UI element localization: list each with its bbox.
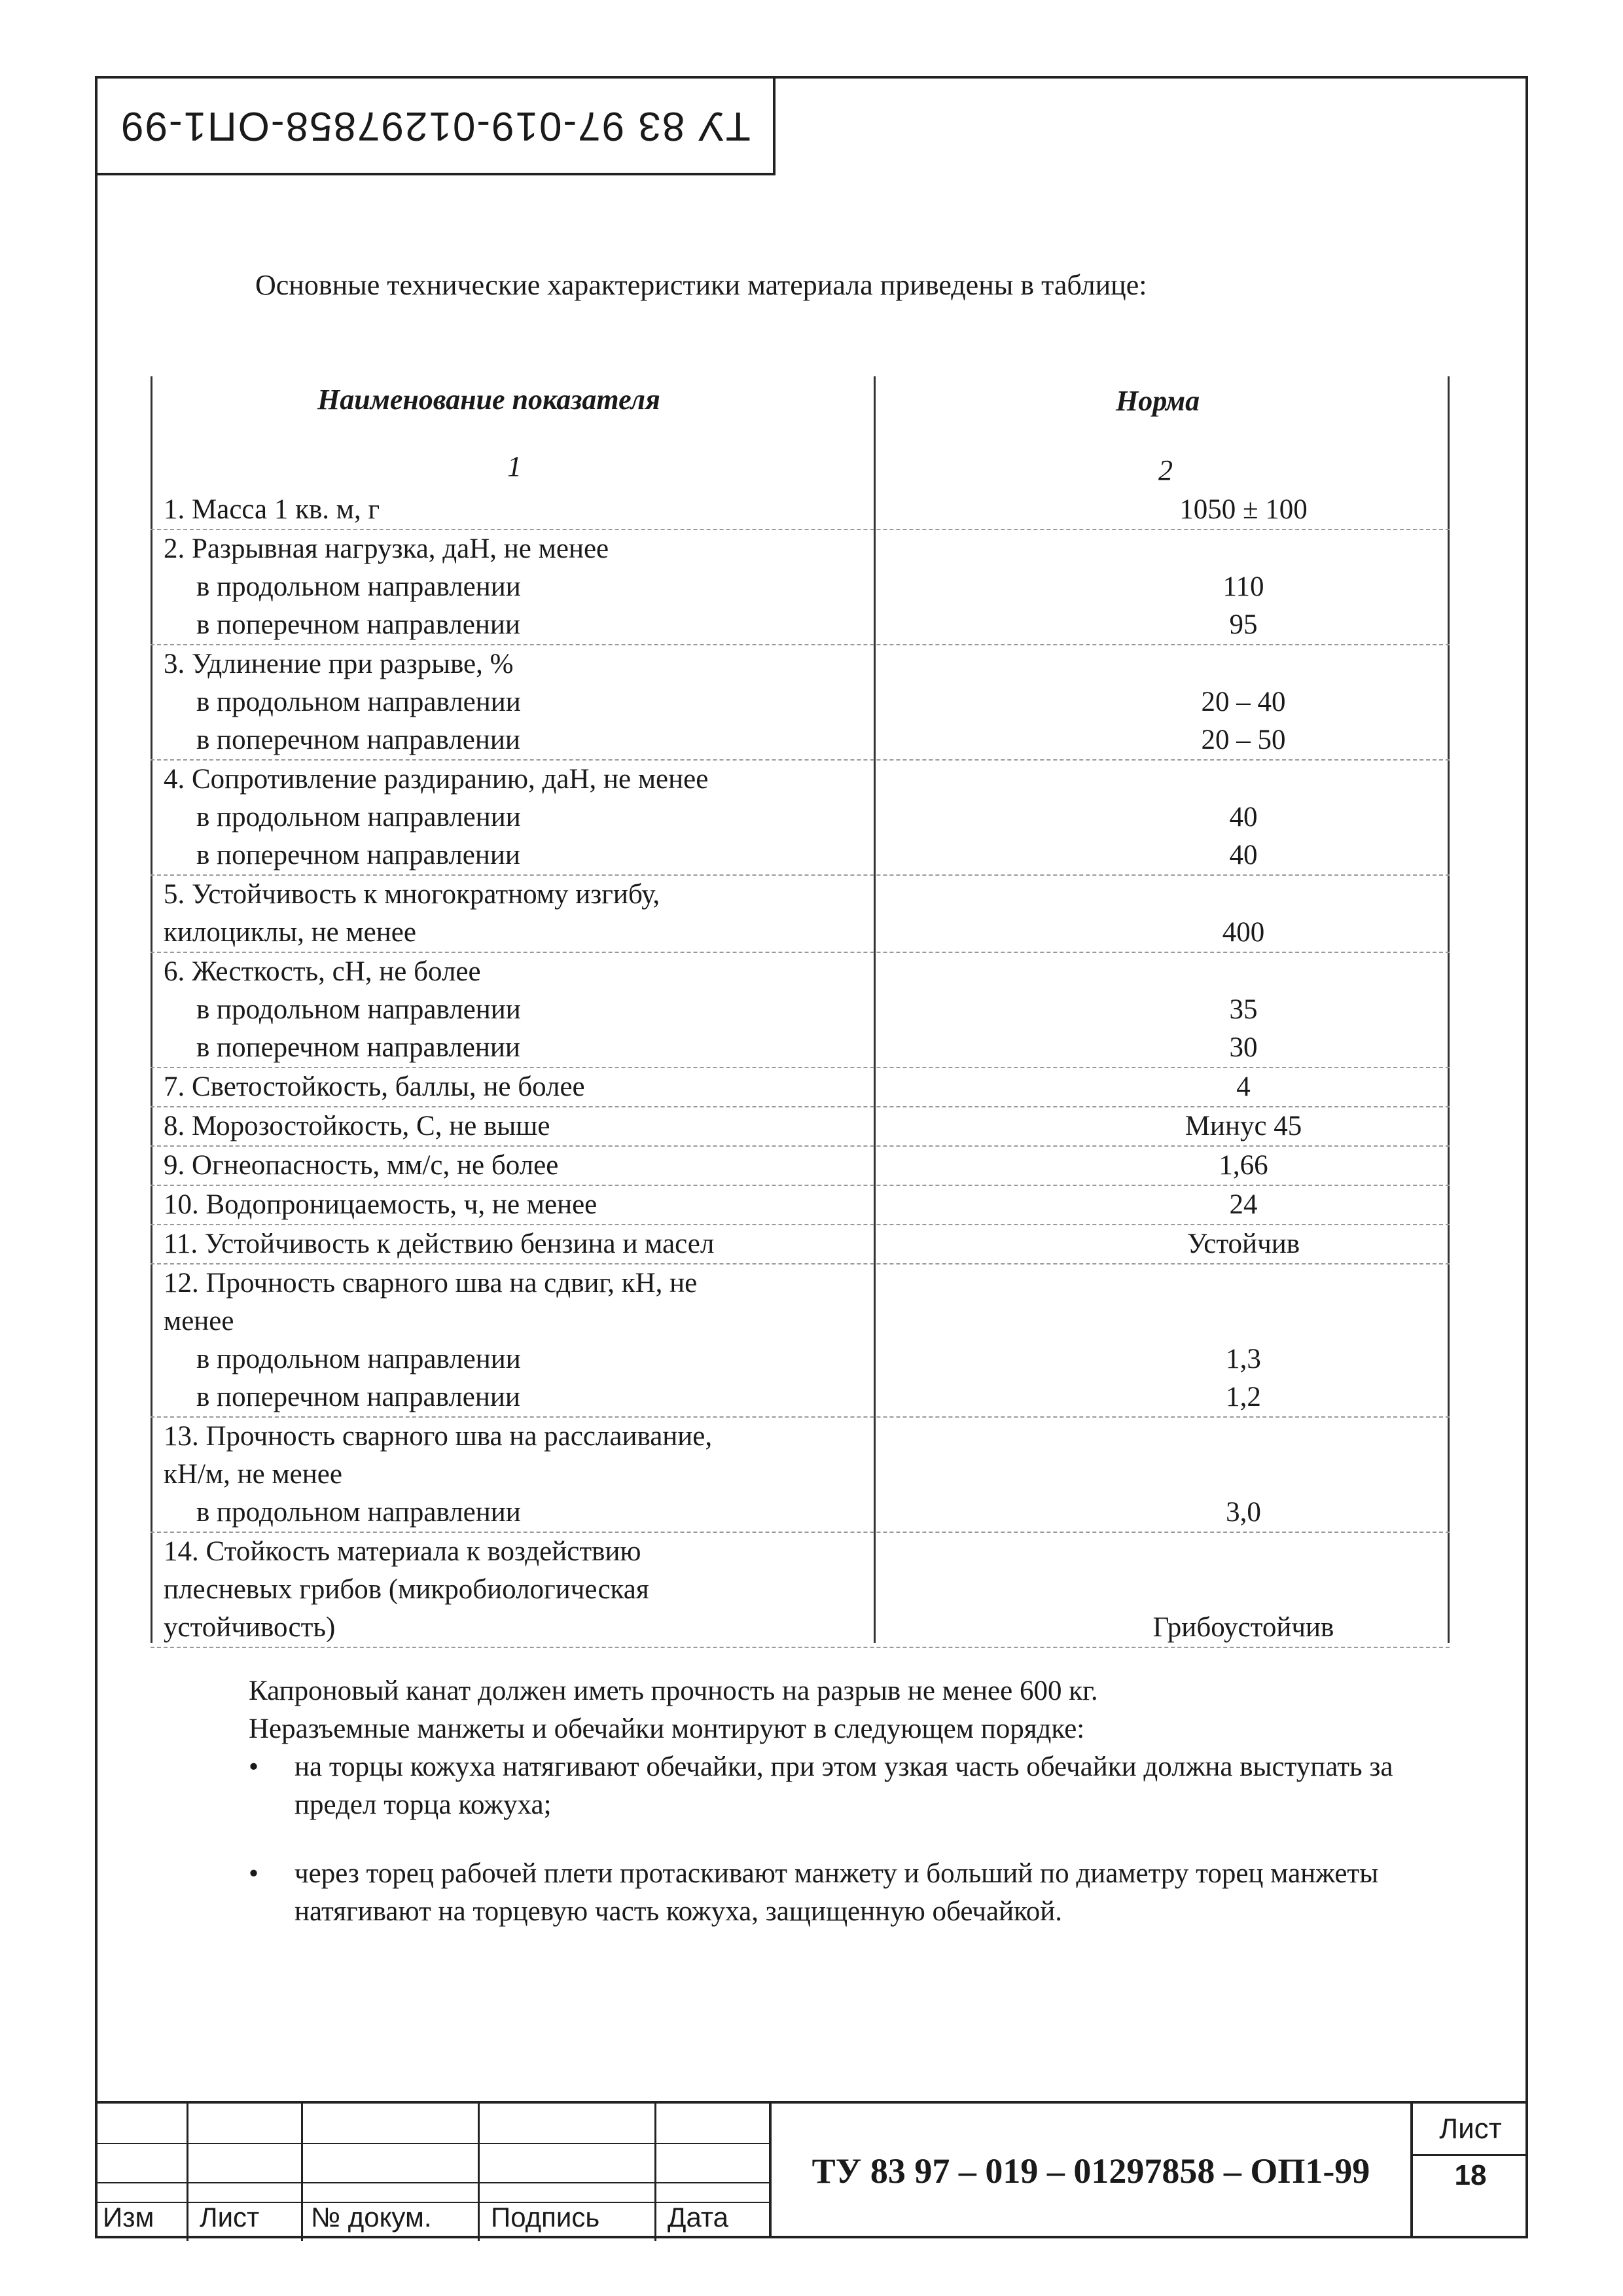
row-norm [1054,1107,1433,1145]
row-name-line: 9. Огнеопасность, мм/с, не более [164,1150,559,1181]
bullet-text: на торцы кожуха натягивают обечайки, при этом узкая часть обечайки должна выступать за предел торца кожуха; [294,1751,1393,1820]
row-norm [1054,1186,1433,1224]
row-norm-value: 40 [1229,802,1258,833]
row-norm-value: 40 [1229,840,1258,870]
row-name [151,1186,857,1224]
document-code-stamp [95,76,776,175]
row-name [151,761,857,874]
row-name-line: 8. Морозостойкость, С, не выше [164,1111,550,1141]
column-number-1: 1 [507,450,522,482]
title-block-code: ТУ 83 97 – 019 – 01297858 – ОП1-99 [769,2101,1410,2238]
row-name-line: в продольном направлении [196,994,521,1025]
row-name [151,1107,857,1145]
row-norm [1054,1265,1433,1416]
row-name-line: в поперечном направлении [196,725,520,755]
bullet-dot-icon: • [249,1858,259,1889]
bullet-item [249,1748,1414,1824]
sheet-cell [1410,2101,1528,2238]
row-norm-value: 35 [1229,994,1258,1025]
table-row [151,1418,1450,1533]
table-row [151,1147,1450,1186]
row-norm [1054,530,1433,644]
row-norm-value: 1,2 [1226,1382,1261,1412]
label-izm: Изм [103,2202,154,2233]
row-norm [1054,1147,1433,1185]
bullet-dot-icon: • [249,1751,259,1782]
row-norm-value [1054,1265,1433,1302]
row-norm-value [1054,1302,1433,1340]
row-norm-value [1054,761,1433,798]
row-name [151,1225,857,1263]
row-name [151,1068,857,1106]
bullet-text: через торец рабочей плети протаскивают манжету и больший по диаметру торец манжеты натягивают на торцевую часть кожуха, защищенную обечайкой. [294,1858,1379,1927]
table-row [151,645,1450,761]
row-norm-value: 95 [1229,609,1258,640]
document-code-stamp-text: ТУ 83 97-019-01297858-ОП1-99 [120,103,751,149]
row-norm-value [1054,1533,1433,1571]
sheet-label: Лист [1413,2104,1528,2156]
row-norm [1054,953,1433,1067]
row-name-line: в продольном направлении [196,687,521,717]
label-signature: Подпись [491,2202,600,2233]
row-name-line: в продольном направлении [196,1497,521,1528]
table-row [151,761,1450,876]
row-name [151,1533,857,1647]
row-name-line: 7. Светостойкость, баллы, не более [164,1071,585,1102]
row-norm-value: 30 [1229,1032,1258,1063]
bullet-item [249,1855,1414,1931]
table-row [151,1533,1450,1648]
row-name-line: 1. Масса 1 кв. м, г [164,494,380,525]
table-row [151,1068,1450,1107]
label-doc-number: № докум. [311,2202,432,2233]
table-row [151,1225,1450,1265]
row-name-line: 4. Сопротивление раздиранию, даН, не менее [164,764,709,795]
row-norm [1054,491,1433,529]
row-norm-value [1054,645,1433,683]
paragraph-rope: Капроновый канат должен иметь прочность на разрыв не менее 600 кг. [249,1676,1098,1706]
row-norm [1054,1068,1433,1106]
row-name-line: в продольном направлении [196,1344,521,1374]
row-name-line: менее [164,1306,234,1336]
grid-line [95,2182,769,2183]
row-norm-value: 1,66 [1219,1150,1268,1181]
table-row [151,491,1450,530]
label-date: Дата [668,2202,729,2233]
row-name-line: 11. Устойчивость к действию бензина и масел [164,1229,715,1259]
row-norm [1054,1225,1433,1263]
row-name-line: в продольном направлении [196,802,521,833]
specs-table [151,376,1450,1643]
row-norm-value: 20 – 40 [1201,687,1286,717]
table-row [151,1186,1450,1225]
row-name-line: 5. Устойчивость к многократному изгибу, [164,879,660,910]
table-row [151,1265,1450,1418]
row-name [151,1147,857,1185]
row-norm-value: 24 [1229,1189,1258,1220]
row-name-line: 13. Прочность сварного шва на расслаивание, [164,1421,713,1452]
column-number-2: 2 [1158,454,1173,486]
row-name [151,645,857,759]
grid-line [478,2104,480,2241]
grid-line [301,2104,303,2241]
row-name-line: 12. Прочность сварного шва на сдвиг, кН, не [164,1268,698,1299]
row-norm-value: Устойчив [1186,1229,1300,1259]
row-name [151,1418,857,1532]
header-name: Наименование показателя [317,384,660,416]
row-norm [1054,645,1433,759]
row-norm [1054,1533,1433,1647]
row-name-line: 2. Разрывная нагрузка, даН, не менее [164,533,609,564]
row-norm-value: 3,0 [1226,1497,1261,1528]
table-body [151,491,1450,1648]
row-name-line: устойчивость) [164,1612,336,1643]
table-row [151,1107,1450,1147]
intro-text: Основные технические характеристики материала приведены в таблице: [255,269,1147,301]
row-norm [1054,876,1433,952]
row-norm-value [1054,1418,1433,1456]
row-name [151,953,857,1067]
grid-line [187,2104,188,2241]
row-norm-value: 1050 ± 100 [1179,494,1308,525]
row-norm-value [1054,876,1433,914]
row-norm-value [1054,530,1433,568]
row-norm [1054,761,1433,874]
paragraph-order: Неразъемные манжеты и обечайки монтируют в следующем порядке: [249,1713,1085,1744]
row-norm-value: Минус 45 [1185,1111,1302,1141]
header-norm: Норма [1116,385,1200,417]
row-name-line: 3. Удлинение при разрыве, % [164,649,514,679]
row-norm-value: 20 – 50 [1201,725,1286,755]
table-row [151,953,1450,1068]
title-block [95,2101,1528,2238]
table-row [151,876,1450,953]
row-norm-value [1054,1456,1433,1494]
row-name [151,1265,857,1416]
label-list: Лист [200,2202,260,2233]
sheet-number: 18 [1454,2159,1487,2191]
table-row [151,530,1450,645]
row-norm-value [1054,953,1433,991]
row-name-line: в поперечном направлении [196,840,520,870]
row-name-line: в поперечном направлении [196,1032,520,1063]
row-name-line: 6. Жесткость, сН, не более [164,956,481,987]
grid-line [654,2104,656,2241]
row-name-line: 14. Стойкость материала к воздействию [164,1536,641,1567]
row-norm-value [1054,1571,1433,1609]
row-norm-value: 4 [1236,1071,1251,1102]
row-norm [1054,1418,1433,1532]
row-norm-value: 110 [1222,571,1264,602]
revision-grid [95,2101,769,2238]
row-name-line: плесневых грибов (микробиологическая [164,1574,649,1605]
row-name [151,876,857,952]
row-norm-value: 1,3 [1226,1344,1261,1374]
row-name-line: 10. Водопроницаемость, ч, не менее [164,1189,597,1220]
row-name-line: в продольном направлении [196,571,521,602]
row-name [151,530,857,644]
row-norm-value: Грибоустойчив [1152,1612,1334,1643]
row-name-line: кН/м, не менее [164,1459,342,1490]
row-name-line: в поперечном направлении [196,1382,520,1412]
grid-line [95,2143,769,2144]
row-name-line: в поперечном направлении [196,609,520,640]
row-name [151,491,857,529]
row-name-line: килоциклы, не менее [164,917,416,948]
row-norm-value: 400 [1222,917,1265,948]
